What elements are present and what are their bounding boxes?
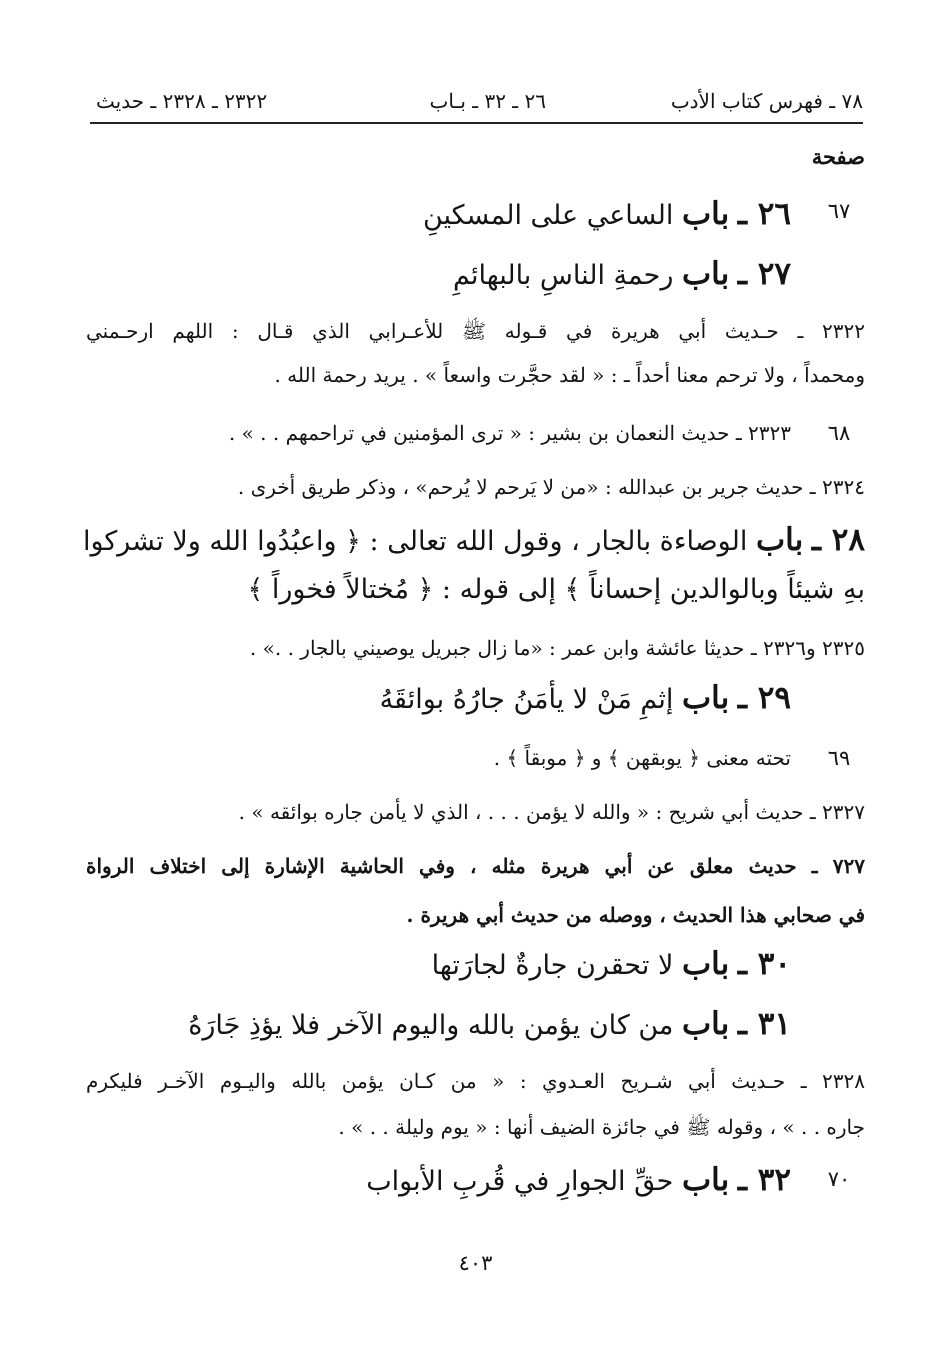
page-ref-67: ٦٧ [827, 199, 851, 223]
chapter-keyword: باب [681, 1006, 730, 1042]
page-ref-69: ٦٩ [827, 746, 851, 770]
chapter-27 [453, 254, 791, 296]
hadith-727-line-2: في صحابي هذا الحديث ، ووصله من حديث أبي هريرة . [406, 903, 865, 927]
chapter-number: ٢٦ ـ [737, 196, 791, 232]
header-right-title: ٧٨ ـ فهرس كتاب الأدب [670, 89, 863, 113]
hadith-2322-line-2: ومحمداً ، ولا ترحم معنا أحداً ـ : « لقد حجَّرت واسعاً » . يريد رحمة الله . [274, 363, 865, 387]
chapter-title: الوصاءة بالجار ، وقول الله تعالى : ﴿ واعبُدُوا الله ولا تشركوا [82, 526, 748, 557]
chapter-31 [188, 1004, 791, 1046]
chapter-30 [432, 944, 791, 986]
header-divider [90, 122, 863, 124]
hadith-2328-line-1: ٢٣٢٨ ـ حـديث أبي شـريح العـدوي : « من كـان يؤمن بالله واليـوم الآخـر فليكرم [86, 1069, 865, 1093]
hadith-2322-line-1: ٢٣٢٢ ـ حـديث أبي هريرة في قـوله ﷺ للأعـرابي الذي قـال : اللهم ارحـمني [86, 319, 865, 343]
hadith-727-line-1: ٧٢٧ ـ حديث معلق عن أبي هريرة مثله ، وفي الحاشية الإشارة إلى اختلاف الرواة [86, 854, 865, 878]
chapter-28-line-2 [247, 570, 865, 610]
hadith-2327: ٢٣٢٧ ـ حديث أبي شريح : « والله لا يؤمن . . . ، الذي لا يأمن جاره بوائقه » . [238, 800, 865, 824]
chapter-title: لا تحقرن جارةٌ لجارَتها [431, 950, 674, 981]
chapter-number: ٢٧ ـ [737, 256, 791, 292]
chapter-26 [423, 194, 791, 236]
chapter-title: إثمِ مَنْ لا يأمَنُ جارُهُ بوائقَهُ [379, 684, 674, 715]
header-left-range: ٢٣٢٢ ـ ٢٣٢٨ ـ حديث [96, 89, 268, 113]
hadith-2324: ٢٣٢٤ ـ حديث جرير بن عبدالله : «من لا يَرحم لا يُرحم» ، وذكر طريق أخرى . [237, 475, 865, 499]
chapter-29-note: تحته معنى ﴿ يوبقهن ﴾ و ﴿ موبقاً ﴾ . [493, 746, 791, 770]
chapter-title-continued: بهِ شيئاً وبالوالدين إحساناً ﴾ إلى قوله : ﴿ مُختالاً فخوراً ﴾ [247, 574, 865, 605]
chapter-keyword: باب [681, 680, 730, 716]
chapter-title: الساعي على المسكينِ [422, 200, 674, 231]
chapter-32 [366, 1160, 791, 1202]
header-center-range: ٢٦ ـ ٣٢ ـ بـاب [429, 89, 546, 113]
chapter-keyword: باب [755, 522, 804, 558]
chapter-number: ٣١ ـ [737, 1006, 791, 1042]
chapter-number: ٣٢ ـ [737, 1162, 791, 1198]
hadith-2323: ٢٣٢٣ ـ حديث النعمان بن بشير : « ترى المؤمنين في تراحمهم . . » . [228, 421, 791, 445]
hadith-2328-line-2: جاره . . » ، وقوله ﷺ في جائزة الضيف أنها : « يوم وليلة . . » . [338, 1115, 865, 1139]
page-number: ٤٠٣ [458, 1251, 493, 1275]
chapter-title: حقِّ الجوارِ في قُربِ الأبواب [366, 1166, 674, 1197]
hadith-2325-2326: ٢٣٢٥ و٢٣٢٦ ـ حديثا عائشة وابن عمر : «ما زال جبريل يوصيني بالجار . .» . [249, 636, 865, 660]
chapter-keyword: باب [681, 196, 730, 232]
chapter-title: رحمةِ الناسِ بالبهائمِ [453, 260, 674, 291]
chapter-keyword: باب [681, 946, 730, 982]
column-label: صفحة [811, 144, 865, 169]
page-ref-68: ٦٨ [827, 421, 851, 445]
chapter-number: ٢٩ ـ [737, 680, 791, 716]
chapter-number: ٣٠ ـ [737, 946, 791, 982]
chapter-28-line-1 [82, 520, 865, 562]
chapter-number: ٢٨ ـ [811, 522, 865, 558]
chapter-29 [380, 678, 791, 720]
chapter-keyword: باب [681, 1162, 730, 1198]
chapter-keyword: باب [681, 256, 730, 292]
page-ref-70: ٧٠ [827, 1167, 851, 1191]
chapter-title: من كان يؤمن بالله واليوم الآخر فلا يؤذِ جَارَهُ [188, 1010, 674, 1041]
